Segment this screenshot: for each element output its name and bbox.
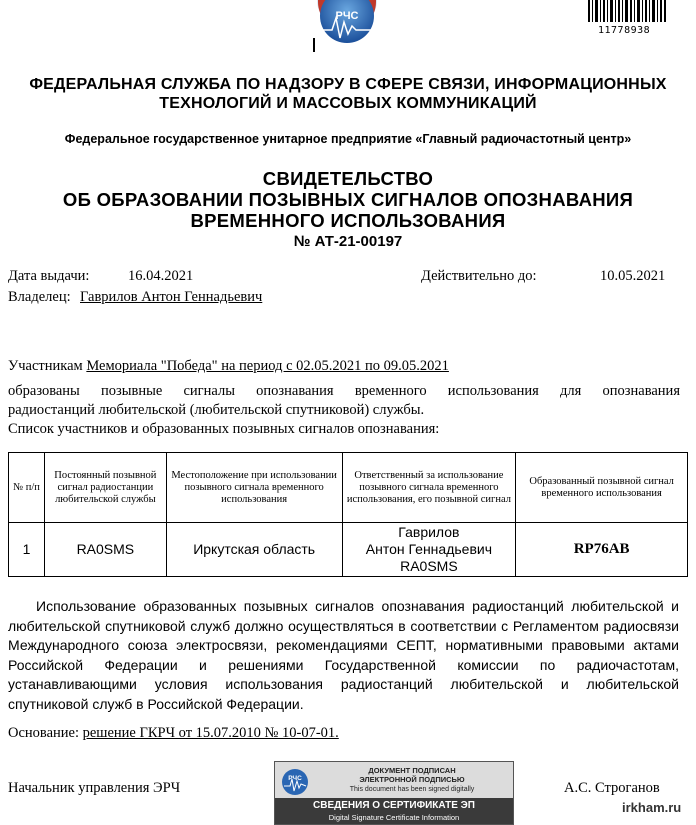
cell-temp-callsign: RP76AB [516,523,688,577]
col-header-temp-callsign: Образованный позывной сигнал временного использования [516,453,688,523]
title-line-3: ВРЕМЕННОГО ИСПОЛЬЗОВАНИЯ [190,210,506,231]
participants-table [8,452,688,577]
stamp-line-1: ДОКУМЕНТ ПОДПИСАН [368,766,456,775]
stamp-logo-text: РЧС [288,775,302,782]
col-header-responsible: Ответственный за использование позывного сигнала временного использования, его позывной сигнал [342,453,516,523]
title-line-1: СВИДЕТЕЛЬСТВО [262,168,434,189]
stamp-note: This document has been signed digitally [349,786,475,793]
agency-title [0,75,696,113]
event-name: Мемориала "Победа" на период с 02.05.2021 по 09.05.2021 [86,358,449,374]
cell-responsible [342,523,516,577]
agency-line-2: ТЕХНОЛОГИЙ И МАССОВЫХ КОММУНИКАЦИЙ [159,95,537,112]
certificate-title [0,168,696,231]
signatory-name: А.С. Строганов [564,780,660,796]
valid-until-label: Действительно до: [421,268,537,284]
site-watermark: irkham.ru [622,800,682,815]
signatory-position: Начальник управления ЭРЧ [8,780,181,796]
text-cursor [313,38,315,52]
participants-prefix: Участникам [8,358,83,374]
responsible-given-names: Антон Геннадьевич [365,541,492,557]
stamp-logo [281,768,309,796]
cell-number: 1 [9,523,45,577]
issue-date-value: 16.04.2021 [128,268,194,284]
responsible-callsign: RA0SMS [400,558,458,574]
col-header-number: № п/п [9,453,45,523]
barcode-number: 11778938 [598,25,651,36]
intro-line-2: образованы позывные сигналы опознавания временного использования для опознавания [8,383,680,399]
issue-date-label: Дата выдачи: [8,268,90,284]
basis-label: Основание: [8,725,79,741]
intro-line-3: радиостанций любительской (любительской спутниковой) службы. [8,402,425,418]
basis-line [8,725,339,742]
col-header-location: Местоположение при использовании позывного сигнала временного использования [166,453,342,523]
participants-line [8,358,449,375]
title-line-2: ОБ ОБРАЗОВАНИИ ПОЗЫВНЫХ СИГНАЛОВ ОПОЗНАВАНИЯ [62,189,634,210]
agency-line-1: ФЕДЕРАЛЬНАЯ СЛУЖБА ПО НАДЗОРУ В СФЕРЕ СВЯЗИ, ИНФОРМАЦИОННЫХ [29,76,667,93]
digital-signature-stamp [274,761,514,825]
stamp-cert-en: Digital Signature Certificate Information [328,813,460,822]
stamp-heading [315,766,509,784]
valid-until-value: 10.05.2021 [600,268,666,284]
intro-line-4: Список участников и образованных позывных сигналов опознавания: [8,421,440,437]
rchs-logo [312,0,382,50]
owner-label: Владелец: [8,289,71,305]
usage-paragraph: Использование образованных позывных сигналов опознавания радиостанций любительской и любительской спутниковой служб должно осуществляться в соответствии с Регламентом радиосвязи Международного союза электросвязи, рекомендациями СЕПТ, нормативными правовыми актами Российской Федерации и решениями Государственной комиссии по радиочастотам, устанавливающими условия использования радиостанций любительской и любительской спутниковой служб в Российской Федерации. [8,598,679,712]
owner-name: Гаврилов Антон Геннадьевич [80,289,263,305]
stamp-line-2: ЭЛЕКТРОННОЙ ПОДПИСЬЮ [359,775,465,784]
col-header-callsign: Постоянный позывной сигнал радиостанции любительской службы [44,453,166,523]
enterprise-name: Федеральное государственное унитарное предприятие «Главный радиочастотный центр» [64,132,632,146]
logo-text: РЧС [335,10,359,22]
barcode [588,0,668,22]
responsible-surname: Гаврилов [398,524,460,540]
certificate-number: № АТ-21-00197 [293,233,403,250]
stamp-cert-ru: СВЕДЕНИЯ О СЕРТИФИКАТЕ ЭП [313,800,475,811]
cell-callsign: RA0SMS [44,523,166,577]
cell-location: Иркутская область [166,523,342,577]
table-header-row [9,453,688,523]
table-row [9,523,688,577]
basis-value: решение ГКРЧ от 15.07.2010 № 10-07-01. [82,725,339,741]
